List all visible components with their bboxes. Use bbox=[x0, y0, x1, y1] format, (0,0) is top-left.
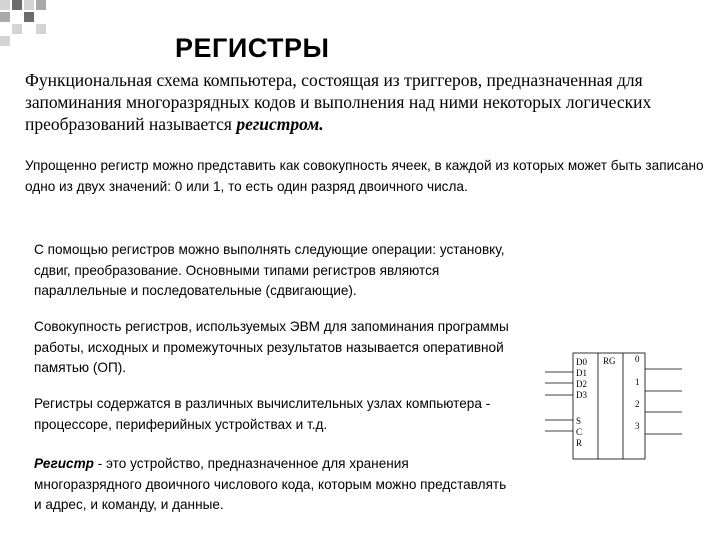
corner-decoration bbox=[0, 0, 60, 50]
input-label-d0: D0 bbox=[576, 357, 587, 367]
page-title: РЕГИСТРЫ bbox=[175, 33, 330, 63]
deco-square bbox=[36, 24, 46, 34]
output-label-0: 0 bbox=[635, 354, 640, 364]
deco-square bbox=[0, 12, 10, 22]
definition-paragraph bbox=[25, 69, 685, 135]
input-label-c: C bbox=[576, 427, 583, 437]
output-label-3: 3 bbox=[635, 421, 640, 431]
input-label-d3: D3 bbox=[576, 390, 587, 400]
input-label-r: R bbox=[576, 438, 583, 448]
deco-square bbox=[24, 12, 34, 22]
paragraph-operations: С помощью регистров можно выполнять следующие операции: установку, сдвиг, преобразование. Основными типами регистров являются параллельные и последовательные (сдвигающие). bbox=[34, 242, 505, 298]
paragraph-simplified: Упрощенно регистр можно представить как совокупность ячеек, в каждой из которых может быть записано одно из двух значений: 0 или 1, то есть один разряд двоичного числа. bbox=[25, 158, 704, 194]
input-label-d2: D2 bbox=[576, 379, 587, 389]
input-label-d1: D1 bbox=[576, 368, 587, 378]
deco-square bbox=[24, 0, 34, 10]
register-definition-text: - это устройство, предназначенное для хранения многоразрядного двоичного числового кода, которым можно представлять и адрес, и команду, и данные. bbox=[34, 456, 507, 512]
deco-square bbox=[0, 0, 10, 10]
register-term: Регистр bbox=[34, 456, 94, 471]
deco-square bbox=[0, 36, 10, 46]
register-diagram bbox=[540, 345, 690, 465]
definition-term: регистром. bbox=[236, 114, 324, 134]
input-label-s: S bbox=[576, 416, 582, 426]
block-label: RG bbox=[603, 356, 616, 366]
definition-text: Функциональная схема компьютера, состоящая из триггеров, предназначенная для запоминания многоразрядных кодов и выполнения над ними некоторых логических преобразований называется bbox=[25, 70, 652, 134]
deco-square bbox=[36, 0, 46, 10]
paragraph-location: Регистры содержатся в различных вычислительных узлах компьютера - процессоре, периферийных устройствах и т.д. bbox=[34, 396, 491, 432]
output-label-1: 1 bbox=[635, 377, 640, 387]
deco-square bbox=[12, 24, 22, 34]
paragraph-register-definition bbox=[34, 454, 514, 516]
deco-square bbox=[12, 0, 22, 10]
output-label-2: 2 bbox=[635, 399, 640, 409]
paragraph-memory: Совокупность регистров, используемых ЭВМ для запоминания программы работы, исходных и промежуточных результатов называется оперативной памятью (ОП). bbox=[34, 319, 509, 375]
